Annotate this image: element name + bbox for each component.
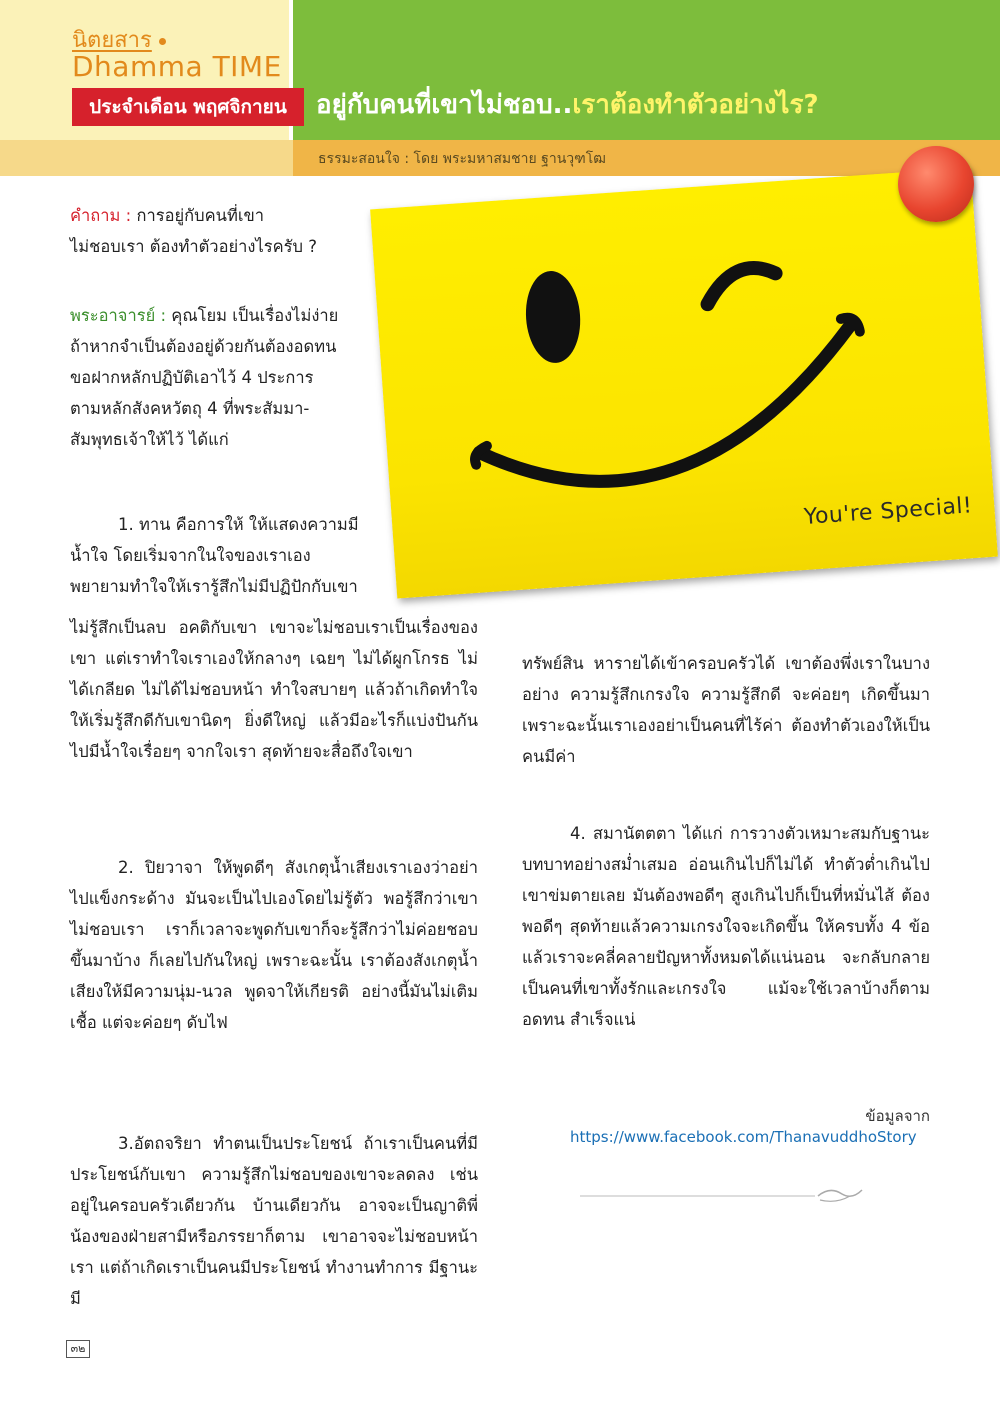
source-link[interactable]: https://www.facebook.com/ThanavuddhoStory [570, 1128, 917, 1146]
source-label: ข้อมูลจาก [865, 1107, 930, 1125]
answer-label: พระอาจารย์ : [70, 306, 172, 325]
red-circle-decoration [898, 146, 974, 222]
question-line-2: ไม่ชอบเรา ต้องทำตัวอย่างไรครับ ? [70, 237, 318, 256]
point-1-head [70, 509, 410, 602]
answer-line-4: ตามหลักสังคหวัตถุ 4 ที่พระสัมมา- [70, 399, 310, 418]
month-label: ประจำเดือน พฤศจิกายน [72, 88, 304, 126]
answer-line-5: สัมพุทธเจ้าให้ไว้ ได้แก่ [70, 430, 229, 449]
magazine-subtitle: Dhamma TIME [72, 50, 282, 83]
byline-bar-left [0, 140, 293, 176]
smiley-picture [370, 167, 998, 598]
point-1-line-2: น้ำใจ โดยเริ่มจากในใจของเราเอง [70, 546, 311, 565]
answer-line-3: ขอฝากหลักปฏิบัติเอาไว้ 4 ประการ [70, 368, 314, 387]
question-block [70, 200, 390, 262]
question-label: คำถาม : [70, 206, 137, 225]
answer-block [70, 300, 400, 455]
page-number: ๓๒ [66, 1340, 90, 1358]
point-3: 3.อัตถจริยา ทำตนเป็นประโยชน์ ถ้าเราเป็นคนที่มีประโยชน์กับเขา ความรู้สึกไม่ชอบของเขาจะลดลง เช่น อยู่ในครอบครัวเดียวกัน บ้านเดียวกัน อาจจะเป็นญาติพี่น้องของฝ่ายสามีหรือภรรยาก็ตาม เขาอาจจะไม่ชอบหน้าเรา แต่ถ้าเกิดเราเป็นคนมีประโยชน์ ทำงานทำการ มีฐานะ มี [70, 1134, 478, 1308]
divider-ornament-icon [580, 1182, 870, 1206]
answer-line-1: คุณโยม เป็นเรื่องไม่ง่าย [171, 306, 339, 325]
magazine-dot-icon [159, 38, 166, 45]
answer-line-2: ถ้าหากจำเป็นต้องอยู่ด้วยกันต้องอดทน [70, 337, 337, 356]
article-title-accent: เราต้องทำตัวอย่างไร? [572, 90, 819, 120]
point-2: 2. ปิยวาจา ให้พูดดีๆ สังเกตุน้ำเสียงเราเองว่าอย่าไปแข็งกระด้าง มันจะเป็นไปเองโดยไม่รู้ตัว พอรู้สึกว่าเขาไม่ชอบเรา เราก็เวลาจะพูดกับเขาก็จะรู้สึกว่าไม่ค่อยชอบขึ้นมาบ้าง ก็เลยไปกันใหญ่ เพราะฉะนั้น เราต้องสังเกตุน้ำเสียงให้มีความนุ่ม-นวล พูดจาให้เกียรติ อย่างนี้มันไม่เติมเชื้อ แต่จะค่อยๆ ดับไฟ [70, 858, 478, 1032]
magazine-name: นิตยสาร [72, 28, 152, 53]
image-caption: You're Special! [803, 493, 974, 530]
point-1-line-1: 1. ทาน คือการให้ ให้แสดงความมี [118, 515, 359, 534]
point-4: 4. สมานัตตตา ได้แก่ การวางตัวเหมาะสมกับฐานะบทบาทอย่างสม่ำเสมอ อ่อนเกินไปก็ไม่ได้ ทำตัวต่ำเกินไป เขาข่มตายเลย มันต้องพอดีๆ สูงเกินไปก็เป็นที่หมั่นไส้ ต้องพอดีๆ สุดท้ายแล้วความเกรงใจจะเกิดขึ้น ให้ครบทั้ง 4 ข้อ แล้วเราจะคลี่คลายปัญหาทั้งหมดได้แน่นอน จะกลับกลายเป็นคนที่เขาทั้งรักและเกรงใจ แม้จะใช้เวลาบ้างก็ตาม อดทน สำเร็จแน่ [522, 824, 930, 1029]
point-1-line-3: พยายามทำใจให้เรารู้สึกไม่มีปฏิปักกับเขา [70, 577, 358, 596]
article-title [316, 84, 819, 125]
byline: ธรรมะสอนใจ : โดย พระมหาสมชาย ฐานวุฑโฒ [318, 151, 606, 167]
smiley-face-icon [370, 167, 998, 598]
point-3-continued: ทรัพย์สิน หารายได้เข้าครอบครัวได้ เขาต้องพึ่งเราในบางอย่าง ความรู้สึกเกรงใจ ความรู้สึกดี จะค่อยๆ เกิดขึ้นมา เพราะฉะนั้นเราเองอย่าเป็นคนที่ไร้ค่า ต้องทำตัวเองให้เป็นคนมีค่า [522, 654, 930, 766]
article-title-main: อยู่กับคนที่เขาไม่ชอบ.. [316, 90, 573, 120]
question-line-1: การอยู่กับคนที่เขา [136, 206, 265, 225]
point-1-body: ไม่รู้สึกเป็นลบ อคติกับเขา เขาจะไม่ชอบเราเป็นเรื่องของเขา แต่เราทำใจเราเองให้กลางๆ เฉยๆ ไม่ได้ผูกโกรธ ไม่ได้เกลียด ไม่ได้ไม่ชอบหน้า ทำใจสบายๆ แล้วถ้าเกิดทำใจให้เริ่มรู้สึกดีกับเขานิดๆ ยิ่งดีใหญ่ แล้วมีอะไรก็แบ่งปันกันไปมีน้ำใจเรื่อยๆ จากใจเรา สุดท้ายจะสื่อถึงใจเขา [70, 618, 478, 761]
